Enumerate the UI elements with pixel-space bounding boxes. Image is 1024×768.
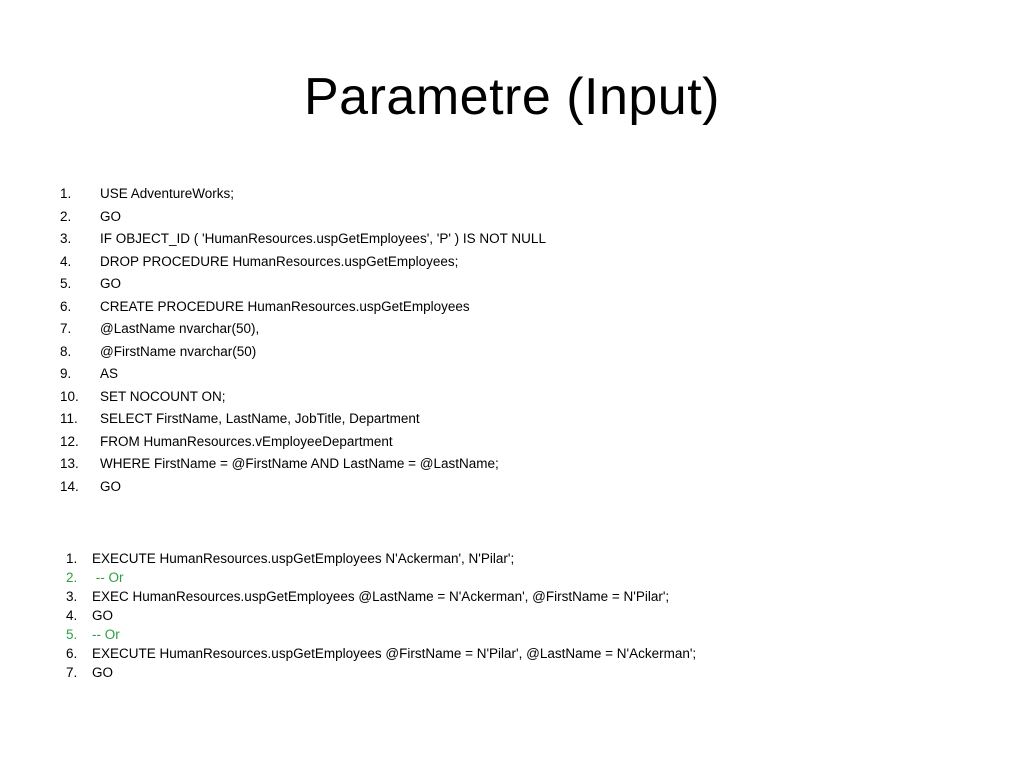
code-listing-procedure	[60, 183, 546, 498]
code-line	[60, 453, 546, 476]
line-number: 13.	[60, 456, 79, 471]
line-number: 4.	[66, 608, 78, 623]
code-comment: -- Or	[92, 627, 120, 642]
code-comment-line	[66, 568, 696, 587]
line-number: 10.	[60, 388, 79, 404]
line-number: 14.	[60, 478, 79, 494]
code-line	[60, 318, 546, 341]
line-number: 6.	[66, 646, 78, 661]
line-number: 11.	[60, 411, 78, 426]
code-listing-execute	[66, 549, 696, 682]
code-text: EXECUTE HumanResources.uspGetEmployees @FirstName = N'Pilar', @LastName = N'Ackerman';	[92, 646, 697, 661]
code-text: GO	[100, 478, 122, 494]
code-line	[66, 606, 696, 625]
code-text: AS	[100, 366, 119, 381]
code-line	[60, 183, 546, 206]
code-line	[60, 341, 546, 364]
code-text: WHERE FirstName = @FirstName AND LastName = @LastName;	[100, 456, 499, 471]
code-line	[60, 363, 546, 386]
code-text: CREATE PROCEDURE HumanResources.uspGetEmployees	[100, 298, 470, 314]
code-comment-line	[66, 625, 696, 644]
code-line	[60, 408, 546, 431]
line-number: 6.	[60, 298, 72, 314]
code-line	[60, 296, 546, 319]
code-line	[60, 206, 546, 229]
code-line	[60, 476, 546, 499]
code-line	[60, 228, 546, 251]
line-number: 7.	[66, 665, 78, 680]
code-line	[66, 587, 696, 606]
code-comment: -- Or	[92, 570, 124, 585]
line-number: 1.	[60, 186, 72, 201]
code-text: IF OBJECT_ID ( 'HumanResources.uspGetEmployees', 'P' ) IS NOT NULL	[100, 231, 546, 246]
code-text: @FirstName nvarchar(50)	[100, 343, 257, 359]
slide-title: Parametre (Input)	[304, 68, 720, 126]
line-number: 9.	[60, 366, 72, 381]
line-number: 12.	[60, 433, 79, 449]
line-number: 3.	[60, 231, 72, 246]
code-line	[66, 663, 696, 682]
code-text: GO	[92, 665, 114, 680]
line-number: 2.	[66, 570, 78, 585]
line-number: 7.	[60, 321, 72, 336]
code-text: GO	[100, 208, 122, 224]
code-text: FROM HumanResources.vEmployeeDepartment	[100, 433, 393, 449]
code-text: @LastName nvarchar(50),	[100, 321, 260, 336]
code-text: SET NOCOUNT ON;	[100, 388, 226, 404]
code-text: SELECT FirstName, LastName, JobTitle, Department	[100, 411, 420, 426]
line-number: 4.	[60, 253, 72, 269]
line-number: 5.	[60, 276, 72, 291]
code-line	[60, 273, 546, 296]
code-text: EXECUTE HumanResources.uspGetEmployees N'Ackerman', N'Pilar';	[92, 551, 515, 566]
line-number: 1.	[66, 551, 78, 566]
code-text: DROP PROCEDURE HumanResources.uspGetEmployees;	[100, 253, 459, 269]
code-text: GO	[92, 608, 114, 623]
code-text: USE AdventureWorks;	[100, 186, 235, 201]
line-number: 5.	[66, 627, 78, 642]
code-line	[66, 549, 696, 568]
code-line	[60, 386, 546, 409]
line-number: 8.	[60, 343, 72, 359]
code-text: GO	[100, 276, 122, 291]
line-number: 2.	[60, 208, 72, 224]
code-line	[60, 251, 546, 274]
code-text: EXEC HumanResources.uspGetEmployees @LastName = N'Ackerman', @FirstName = N'Pilar';	[92, 589, 670, 604]
code-line	[60, 431, 546, 454]
code-line	[66, 644, 696, 663]
line-number: 3.	[66, 589, 78, 604]
